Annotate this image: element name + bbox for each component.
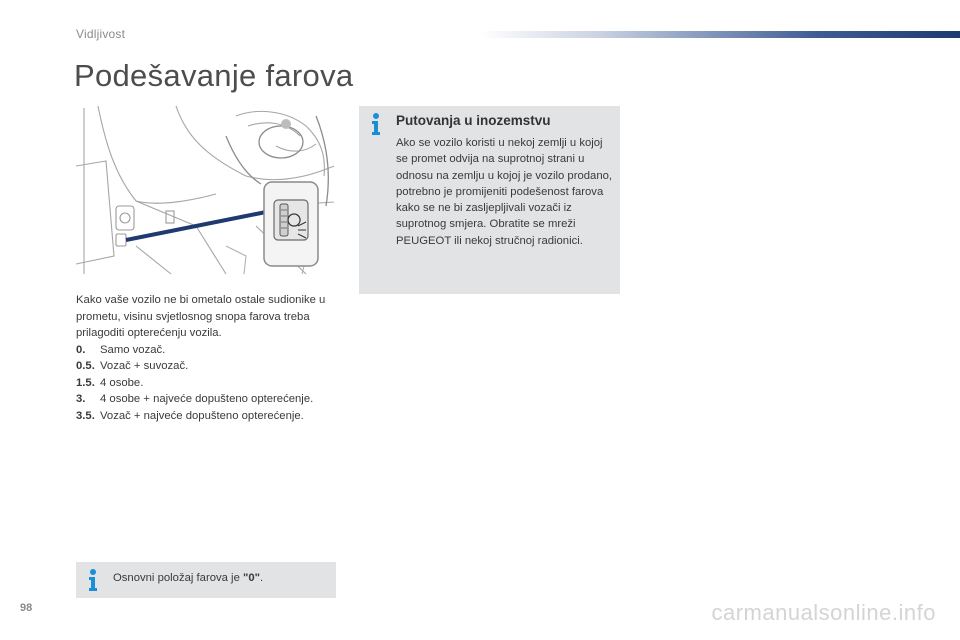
position-description: 4 osobe. <box>100 376 144 389</box>
headlamp-adjustment-dial-icon <box>264 182 318 266</box>
position-description: Vozač + suvozač. <box>100 360 189 372</box>
position-item <box>76 408 346 425</box>
position-description: Vozač + najveće dopušteno opterećenje. <box>100 409 304 422</box>
page-title: Podešavanje farova <box>74 58 354 93</box>
emblem-icon <box>281 119 291 129</box>
intro-paragraph: Kako vaše vozilo ne bi ometalo ostale sudionike u prometu, visinu svjetlosnog snopa farova treba prilagoditi opterećenju vozila. <box>76 294 326 339</box>
section-label: Vidljivost <box>76 27 126 41</box>
body-text <box>76 292 346 424</box>
position-number: 0.5. <box>76 360 95 372</box>
position-number: 3. <box>76 393 86 405</box>
note-text <box>113 572 263 584</box>
position-item <box>76 391 346 408</box>
note-box-default-position <box>76 562 336 598</box>
info-box-travel-abroad <box>359 106 620 294</box>
position-number: 3.5. <box>76 409 95 422</box>
note-text-lead: Osnovni položaj farova je <box>113 572 243 584</box>
info-icon <box>369 112 383 136</box>
note-default-value: "0" <box>243 572 260 584</box>
info-box-title: Putovanja u inozemstvu <box>396 113 551 128</box>
info-icon <box>86 568 100 592</box>
position-number: 0. <box>76 343 86 356</box>
header-accent-bar <box>480 31 960 38</box>
page-number: 98 <box>20 602 33 614</box>
position-description: Samo vozač. <box>100 343 166 356</box>
info-box-text: Ako se vozilo koristi u nekoj zemlji u kojoj se promet odvija na suprotnoj strani u odnosu na zemlju u kojoj je vozilo prodano, potrebno je promijeniti podešenost farova kako se ne bi zasljepljivali vozači iz suprotnog smjera. Obratite se mreži PEUGEOT ili nekoj stručnoj radionici. <box>396 137 613 247</box>
note-text-end: . <box>260 572 264 584</box>
position-description: 4 osobe + najveće dopušteno opterećenje. <box>100 393 314 405</box>
headlamp-adjustment-illustration <box>76 106 336 276</box>
position-item <box>76 358 346 375</box>
watermark: carmanualsonline.info <box>711 600 936 625</box>
position-item <box>76 375 346 392</box>
position-number: 1.5. <box>76 376 95 389</box>
dashboard-drawing <box>76 106 336 276</box>
position-item <box>76 342 346 359</box>
